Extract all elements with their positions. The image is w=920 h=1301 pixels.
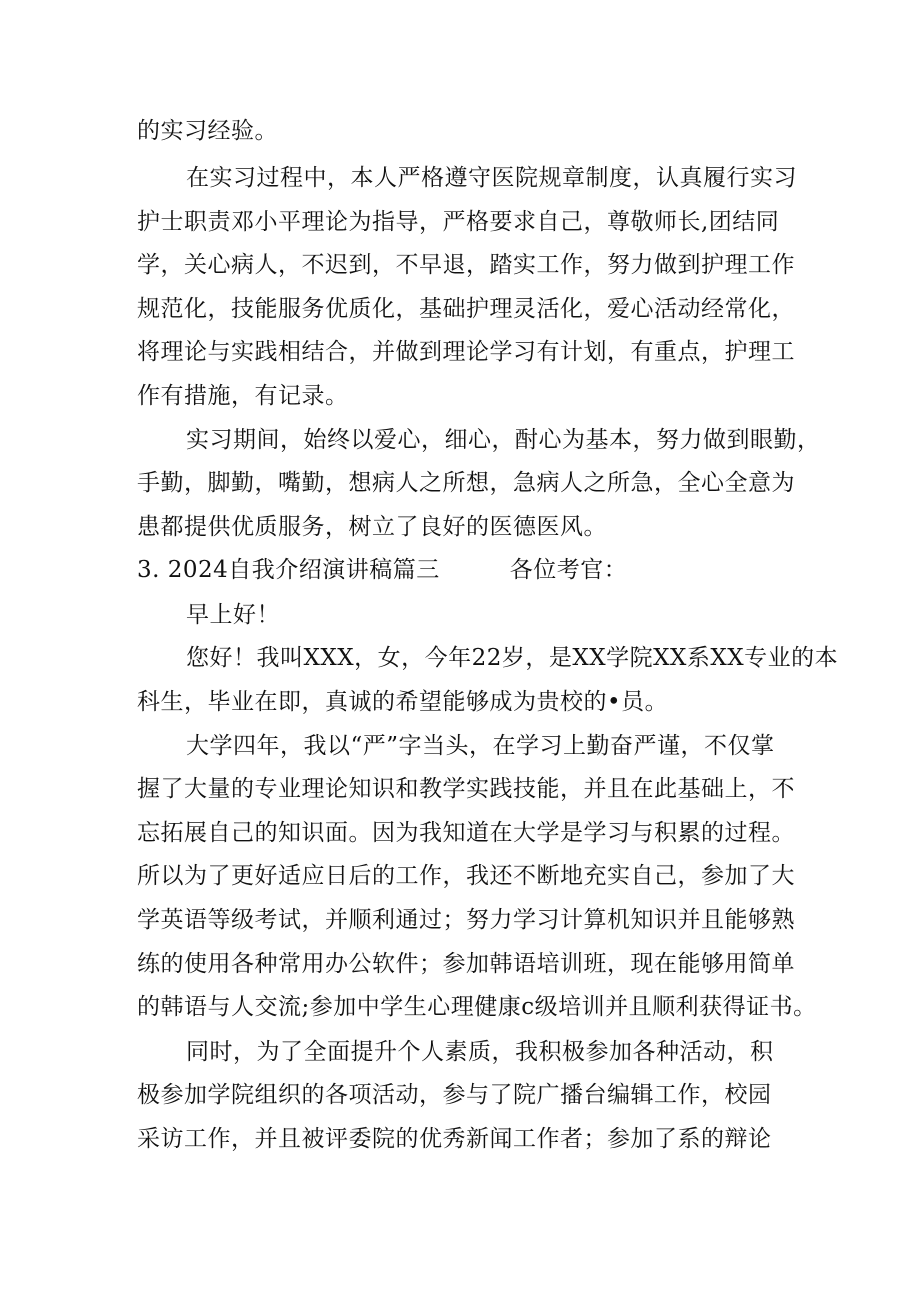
greeting: 各位考官： (509, 557, 628, 583)
paragraph-line: 实习期间，始终以爱心，细心，酎心为基本，努力做到眼勤， (186, 427, 821, 453)
paragraph-line: 练的使用各种常用办公软件；参加韩语培训班，现在能够用简单 (137, 951, 795, 977)
paragraph-line: 大学四年，我以“严”字当头，在学习上勤奋严谨，不仅掌 (186, 733, 775, 759)
paragraph-line: 在实习过程中，本人严格遵守医院规章制度，认真履行实习 (186, 165, 797, 191)
paragraph-line: 极参加学院组织的各项活动，参与了院广播台编辑工作，校园 (137, 1082, 772, 1108)
paragraph-line: 握了大量的专业理论知识和教学实践技能，并且在此基础上，不 (137, 776, 795, 802)
paragraph-line: 学，关心病人，不迟到，不早退，踏实工作，努力做到护理工作 (137, 252, 795, 278)
paragraph-line: 学英语等级考试，并顺利通过；努力学习计算机知识并且能够熟 (137, 907, 795, 933)
paragraph-line: 您好！我叫XXX，女，今年22岁，是XX学院XX系XX专业的本 (186, 645, 839, 671)
paragraph-line: 的实习经验。 (137, 118, 278, 144)
paragraph-line: 科生，毕业在即，真诚的希望能够成为贵校的•员。 (137, 689, 669, 715)
paragraph-line: 早上好！ (186, 602, 280, 628)
section-title: 3. 2024自我介绍演讲稿篇三 (137, 557, 440, 583)
paragraph-line: 护士职责邓小平理论为指导，严格要求自己，尊敬师长,团结同 (137, 209, 780, 235)
paragraph-line: 患都提供优质服务，树立了良好的医德医风。 (137, 514, 607, 540)
paragraph-line: 所以为了更好适应日后的工作，我还不断地充实自己，参加了大 (137, 863, 795, 889)
paragraph-line: 手勤，脚勤，嘴勤，想病人之所想，急病人之所急，全心全意为 (137, 470, 795, 496)
paragraph-line: 采访工作，并且被评委院的优秀新闻工作者；参加了系的辩论 (137, 1126, 772, 1152)
paragraph-line: 忘拓展自己的知识面。因为我知道在大学是学习与积累的过程。 (137, 820, 795, 846)
paragraph-line: 将理论与实践相结合，并做到理论学习有计划，有重点，护理工 (137, 339, 795, 365)
section-heading (137, 555, 627, 585)
paragraph-line: 同时，为了全面提升个人素质，我积极参加各种活动，积 (186, 1039, 774, 1065)
paragraph-line: 作有措施，有记录。 (137, 383, 349, 409)
paragraph-line: 规范化，技能服务优质化，基础护理灵活化，爱心活动经常化， (137, 296, 795, 322)
paragraph-line: 的韩语与人交流;参加中学生心理健康c级培训并且顺利获得证书。 (137, 994, 817, 1020)
